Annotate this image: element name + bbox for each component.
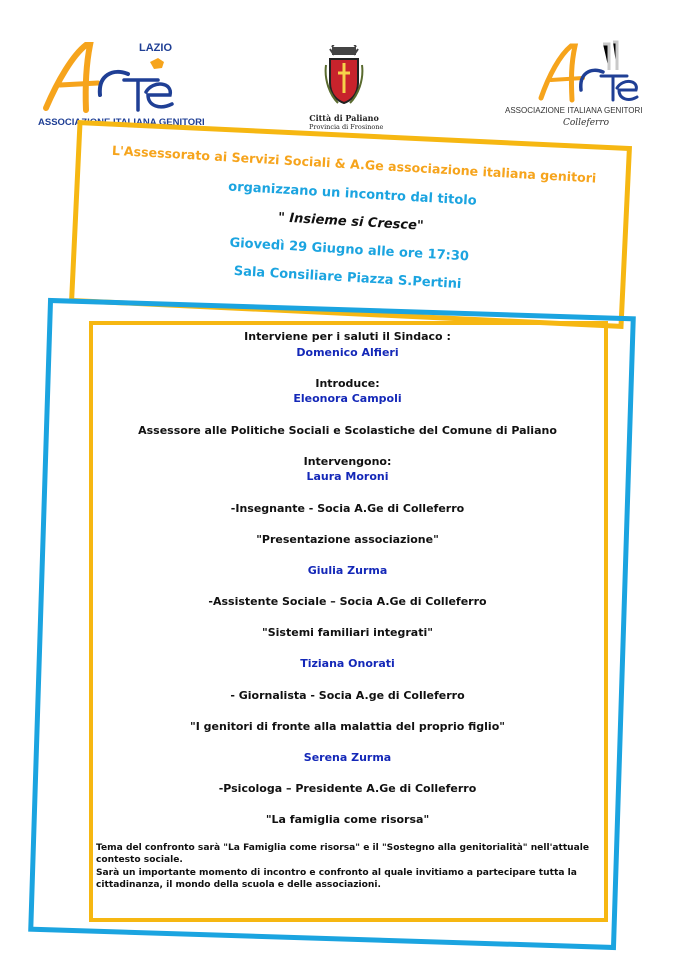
introduces-label: Introduce: xyxy=(315,376,380,390)
region-label: LAZIO xyxy=(139,42,172,54)
lazio-region-icon xyxy=(150,58,164,69)
speaker-name: Tiziana Onorati xyxy=(300,657,395,671)
speaker-name: Laura Moroni xyxy=(306,470,389,484)
age-logo-mark xyxy=(505,40,645,106)
speaker-role: -Psicologa – Presidente A.Ge di Colleferro xyxy=(218,782,477,796)
description-paragraph: Sarà un importante momento di incontro e confronto al quale invitiamo a partecipare tutta la cittadinanza, il mondo della scuola e delle associazioni. xyxy=(96,867,577,891)
age-lazio-logo xyxy=(38,40,205,130)
description-paragraph: Tema del confronto sarà "La Famiglia come risorsa" e il "Sostegno alla genitorialità" nell'attuale contesto sociale. xyxy=(96,843,590,866)
speaker-topic: "La famiglia come risorsa" xyxy=(265,813,430,827)
speaker-topic: "Presentazione associazione" xyxy=(256,532,439,546)
city-name: Città di Paliano xyxy=(309,113,379,123)
mayor-name: Domenico Alfieri xyxy=(296,345,399,359)
association-label: ASSOCIAZIONE ITALIANA GENITORI xyxy=(505,106,643,115)
paliano-crest xyxy=(309,45,384,135)
association-label: ASSOCIAZIONE ITALIANA GENITORI xyxy=(38,117,205,128)
speaker-topic: "Sistemi familiari integrati" xyxy=(262,626,433,640)
coat-of-arms-icon xyxy=(324,45,364,107)
speakers-label: Intervengono: xyxy=(303,454,392,468)
speaker-role: -Insegnante - Socia A.Ge di Colleferro xyxy=(230,501,465,515)
age-colleferro-logo xyxy=(505,40,645,130)
introducer-name: Eleonora Campoli xyxy=(293,392,402,406)
program xyxy=(93,329,602,828)
speaker-role: -Assistente Sociale – Socia A.Ge di Colleferro xyxy=(208,595,487,609)
event-title: " Insieme si Cresce" xyxy=(277,210,425,234)
speaker-name: Giulia Zurma xyxy=(307,563,388,577)
province-name: Provincia di Frosinone xyxy=(309,123,384,131)
introducer-role: Assessore alle Politiche Sociali e Scolastiche del Comune di Paliano xyxy=(138,423,557,437)
event-date: Giovedì 29 Giugno alle ore 17:30 xyxy=(229,235,470,265)
speaker-topic: "I genitori di fronte alla malattia del proprio figlio" xyxy=(190,719,505,733)
greeting-intro: Interviene per i saluti il Sindaco : xyxy=(244,330,451,343)
announcement-line: organizzano un incontro dal titolo xyxy=(227,179,478,209)
event-description xyxy=(96,842,596,892)
speaker-name: Serena Zurma xyxy=(303,751,392,765)
organizers-line: L'Assessorato ai Servizi Sociali & A.Ge associazione italiana genitori xyxy=(111,142,597,186)
town-label: Colleferro xyxy=(563,118,610,128)
speaker-role: - Giornalista - Socia A.ge di Colleferro xyxy=(230,688,465,702)
event-venue: Sala Consiliare Piazza S.Pertini xyxy=(233,263,462,293)
